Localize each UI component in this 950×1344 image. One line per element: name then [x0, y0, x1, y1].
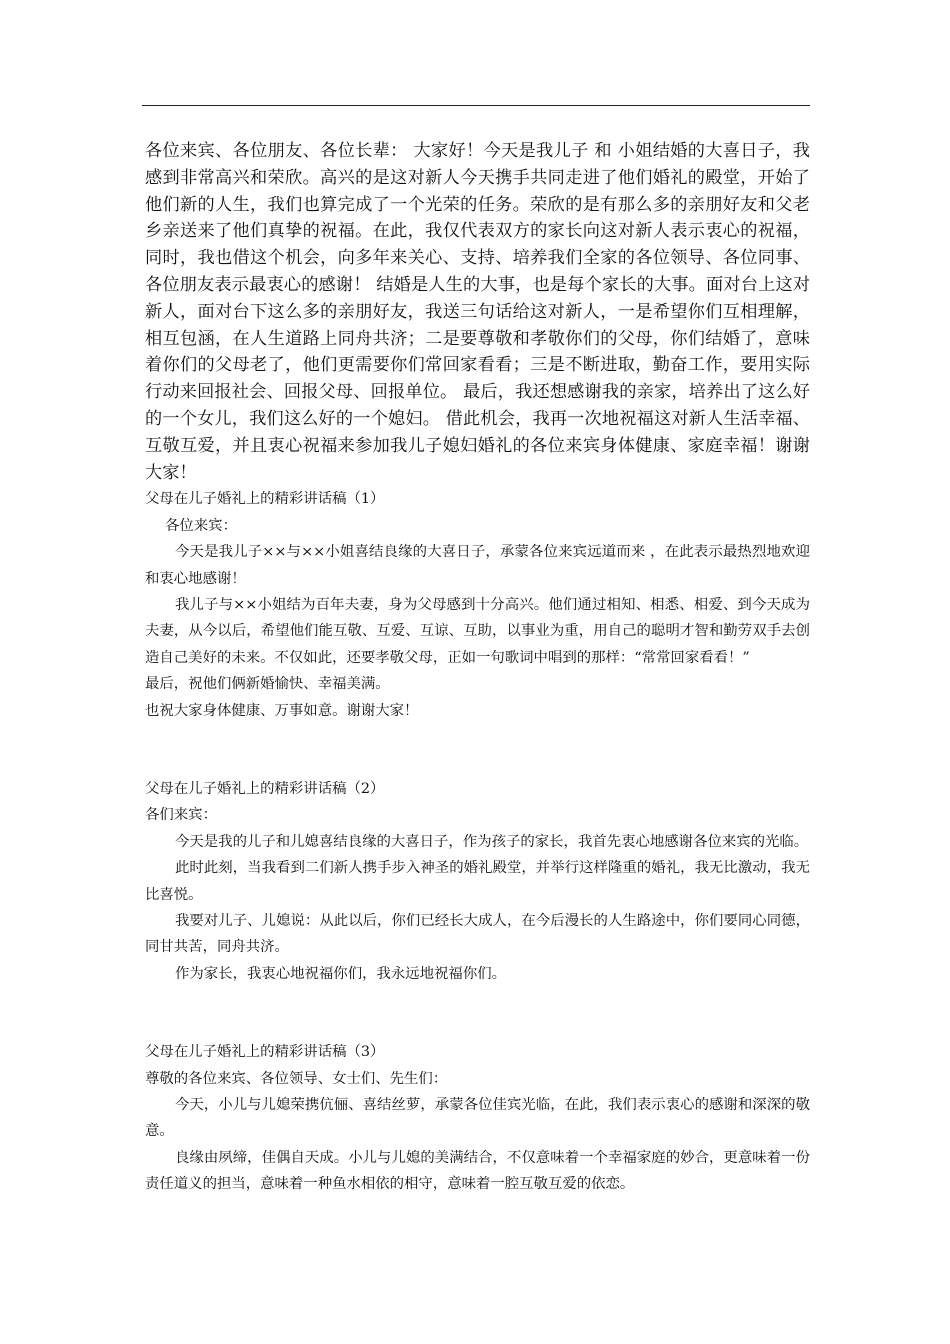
speech-1-paragraph: 我儿子与××小姐结为百年夫妻，身为父母感到十分高兴。他们通过相知、相悉、相爱、到今天成为夫妻，从今以后，希望他们能互敬、互爱、互谅、互助，以事业为重，用自己的聪明才智和勤劳双手去创造自己美好的未来。不仅如此，还要孝敬父母，正如一句歌词中唱到的那样：“常常回家看看！” — [145, 596, 810, 666]
speech-2 — [145, 776, 810, 987]
speech-1-paragraph: 也祝大家身体健康、万事如意。谢谢大家！ — [145, 702, 419, 719]
header-rule — [142, 105, 810, 106]
speech-1 — [145, 486, 810, 724]
speech-2-title: 父母在儿子婚礼上的精彩讲话稿（2） — [145, 781, 385, 798]
speech-2-paragraph: 我要对儿子、儿媳说：从此以后，你们已经长大成人，在今后漫长的人生路途中，你们要同心同德，同甘共苦，同舟共济。 — [145, 913, 810, 956]
speech-1-paragraph: 今天是我儿子××与××小姐喜结良缘的大喜日子，承蒙各位来宾远道而来 ，在此表示最热烈地欢迎和衷心地感谢！ — [145, 544, 810, 587]
speech-1-paragraph: 最后，祝他们俩新婚愉快、幸福美满。 — [145, 676, 390, 693]
speech-2-greeting: 各们来宾： — [145, 807, 217, 824]
section-gap — [145, 724, 810, 776]
speech-1-greeting: 各位来宾： — [165, 517, 237, 534]
speech-3-title: 父母在儿子婚礼上的精彩讲话稿（3） — [145, 1044, 385, 1061]
speech-3-greeting: 尊敬的各位来宾、各位领导、女士们、先生们： — [145, 1070, 448, 1087]
speech-2-paragraph: 今天是我的儿子和儿媳喜结良缘的大喜日子，作为孩子的家长，我首先衷心地感谢各位来宾的光临。 — [175, 833, 809, 850]
speech-3-paragraph: 良缘由夙缔，佳偶自天成。小儿与儿媳的美满结合，不仅意味着一个幸福家庭的妙合，更意味着一份责任道义的担当，意味着一种鱼水相依的相守，意味着一腔互敬互爱的依恋。 — [145, 1149, 810, 1193]
speech-3-paragraph: 今天，小儿与儿媳荣携伉俪、喜结丝萝，承蒙各位佳宾光临，在此，我们表示衷心的感谢和深深的敬意。 — [145, 1097, 810, 1140]
document-body — [145, 138, 810, 1198]
speech-2-paragraph: 作为家长，我衷心地祝福你们，我永远地祝福你们。 — [175, 965, 506, 982]
section-gap — [145, 987, 810, 1039]
speech-3 — [145, 1039, 810, 1197]
intro-paragraph: 各位来宾、各位朋友、各位长辈： 大家好！今天是我儿子 和 小姐结婚的大喜日子，我感到非常高兴和荣欣。高兴的是这对新人今天携手共同走进了他们婚礼的殿堂，开始了他们新的人生，我们也算完成了一个光荣的任务。荣欣的是有那么多的亲朋好友和父老乡亲送来了他们真挚的祝福。在此，我仅代表双方的家长向这对新人表示衷心的祝福，同时，我也借这个机会，向多年来关心、支持、培养我们全家的各位领导、各位同事、各位朋友表示最衷心的感谢！ 结婚是人生的大事，也是每个家长的大事。面对台上这对新人，面对台下这么多的亲朋好友，我送三句话给这对新人，一是希望你们互相理解，相互包涵，在人生道路上同舟共济；二是要尊敬和孝敬你们的父母，你们结婚了，意味着你们的父母老了，他们更需要你们常回家看看；三是不断进取，勤奋工作，要用实际行动来回报社会、回报父母、回报单位。 最后，我还想感谢我的亲家，培养出了这么好的一个女儿，我们这么好的一个媳妇。 借此机会，我再一次地祝福这对新人生活幸福、互敬互爱，并且衷心祝福来参加我儿子媳妇婚礼的各位来宾身体健康、家庭幸福！谢谢大家！ — [145, 141, 810, 483]
speech-1-title: 父母在儿子婚礼上的精彩讲话稿（1） — [145, 491, 385, 508]
speech-2-paragraph: 此时此刻，当我看到二们新人携手步入神圣的婚礼殿堂，并举行这样隆重的婚礼，我无比激动，我无比喜悦。 — [145, 860, 810, 903]
